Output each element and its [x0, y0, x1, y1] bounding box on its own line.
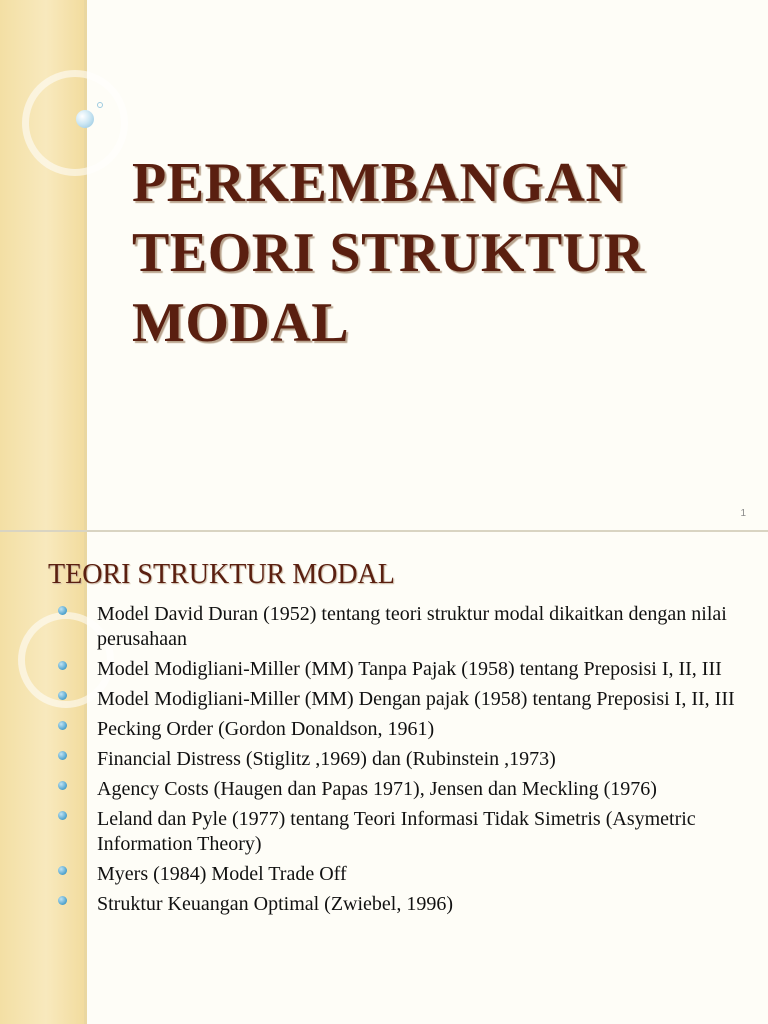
- blue-dot-icon: [58, 896, 67, 905]
- list-item-text: Leland dan Pyle (1977) tentang Teori Informasi Tidak Simetris (Asymetric Information Theory): [97, 808, 696, 855]
- list-item: [58, 747, 758, 772]
- blue-dot-icon: [58, 866, 67, 875]
- list-item-text: Myers (1984) Model Trade Off: [97, 863, 347, 885]
- bubble-icon: [76, 110, 94, 128]
- small-bubble-icon: [97, 102, 103, 108]
- blue-dot-icon: [58, 691, 67, 700]
- list-item-text: Agency Costs (Haugen dan Papas 1971), Jensen dan Meckling (1976): [97, 778, 657, 800]
- blue-dot-icon: [58, 661, 67, 670]
- list-item: [58, 777, 758, 802]
- list-item-text: Model David Duran (1952) tentang teori struktur modal dikaitkan dengan nilai perusahaan: [97, 603, 727, 650]
- blue-dot-icon: [58, 721, 67, 730]
- list-item: [58, 807, 758, 857]
- list-item-text: Struktur Keuangan Optimal (Zwiebel, 1996): [97, 893, 454, 915]
- list-item: [58, 717, 758, 742]
- content-slide: [0, 532, 768, 1024]
- blue-dot-icon: [58, 606, 67, 615]
- list-item: [58, 862, 758, 887]
- list-item: [58, 892, 758, 917]
- list-item: [58, 687, 758, 712]
- list-item: [58, 657, 758, 682]
- list-item: [58, 602, 758, 652]
- list-item-text: Financial Distress (Stiglitz ,1969) dan (Rubinstein ,1973): [97, 748, 556, 770]
- blue-dot-icon: [58, 781, 67, 790]
- page-number: 1: [740, 508, 746, 519]
- section-title: TEORI STRUKTUR MODAL: [48, 559, 395, 590]
- list-item-text: Pecking Order (Gordon Donaldson, 1961): [97, 718, 435, 740]
- decorative-ring: [22, 70, 128, 176]
- blue-dot-icon: [58, 811, 67, 820]
- list-item-text: Model Modigliani-Miller (MM) Dengan pajak (1958) tentang Preposisi I, II, III: [97, 688, 735, 710]
- list-item-text: Model Modigliani-Miller (MM) Tanpa Pajak (1958) tentang Preposisi I, II, III: [97, 658, 722, 680]
- slide-title: PERKEMBANGAN TEORI STRUKTUR MODAL: [132, 152, 645, 354]
- bullet-list: [58, 602, 758, 922]
- blue-dot-icon: [58, 751, 67, 760]
